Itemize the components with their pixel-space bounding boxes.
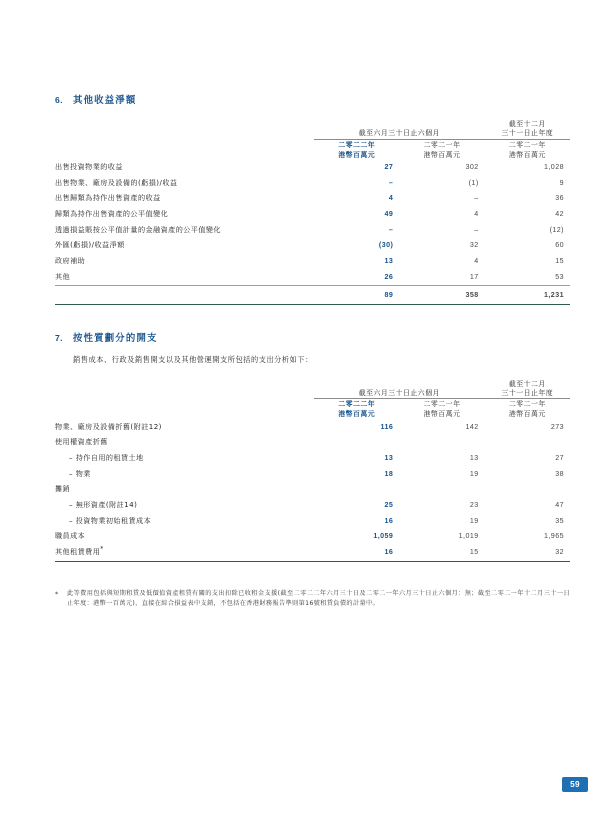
total-label — [55, 286, 314, 305]
row-value-2022-interim: 4 — [388, 194, 394, 203]
row-value-2022-interim: 27 — [384, 163, 394, 172]
row-value-2022-interim: – — [388, 225, 394, 234]
row-label: 出售投資物業的收益 — [55, 162, 123, 172]
row-label-with-footnote-marker — [55, 545, 314, 562]
row-label: – 持作自用的租賃土地 — [69, 453, 144, 463]
table-body — [55, 419, 570, 561]
header-column-row — [55, 399, 570, 420]
table-row — [55, 191, 570, 207]
header-span-full-year-line1: 截至十二月 — [508, 379, 546, 388]
footnote — [55, 589, 570, 609]
row-value-2021-annual: 60 — [555, 241, 564, 250]
row-value-2021-annual — [485, 435, 570, 451]
row-label: 其他 — [55, 269, 314, 286]
row-label: 攤銷 — [55, 484, 71, 494]
row-label: 外匯(虧損)/收益淨額 — [55, 240, 125, 250]
row-value-2021-interim: 23 — [469, 501, 479, 510]
header-col-year: 二零二一年 — [423, 140, 461, 149]
total-value-2022-interim: 89 — [314, 286, 399, 305]
page-number-badge: 59 — [562, 777, 588, 792]
row-label: – 投資物業初始租賃成本 — [69, 515, 152, 525]
header-col-2022-interim — [314, 139, 399, 160]
section-heading — [55, 92, 570, 106]
row-value-2021-annual — [485, 482, 570, 498]
row-value-2021-annual: 9 — [559, 178, 564, 187]
header-span-six-months: 截至六月三十日止六個月 — [314, 380, 485, 399]
header-span-row — [55, 380, 570, 399]
table-header — [55, 120, 570, 160]
section-number: 7. — [55, 333, 63, 343]
row-value-2021-interim: – — [474, 225, 479, 234]
row-value-2022-interim — [314, 435, 399, 451]
table-group-row — [55, 482, 570, 498]
header-col-year: 二零二一年 — [423, 400, 461, 409]
row-value-2022-interim: 16 — [384, 516, 394, 525]
row-value-2021-annual: 32 — [485, 545, 570, 562]
row-value-2022-interim: (30) — [378, 241, 394, 250]
table-row — [55, 545, 570, 562]
expenses-by-nature-table — [55, 380, 570, 562]
header-span-full-year-line2: 三十一日止年度 — [501, 129, 554, 138]
table-row — [55, 207, 570, 223]
total-value-2021-interim: 358 — [399, 286, 484, 305]
row-value-2021-interim: (1) — [468, 178, 479, 187]
header-span-six-months: 截至六月三十日止六個月 — [314, 120, 485, 139]
footnote-marker: * — [100, 545, 104, 553]
header-span-row — [55, 120, 570, 139]
other-net-income-table — [55, 120, 570, 305]
row-value-2021-interim: 4 — [474, 209, 479, 218]
header-column-row — [55, 139, 570, 160]
row-value-2021-annual: 1,028 — [543, 163, 564, 172]
row-value-2021-interim — [399, 435, 484, 451]
header-col-2021-interim — [399, 139, 484, 160]
row-value-2021-interim: – — [474, 194, 479, 203]
row-value-2021-annual: (12) — [549, 225, 564, 234]
header-col-unit: 港幣百萬元 — [338, 150, 376, 159]
row-value-2022-interim: 25 — [384, 501, 394, 510]
row-value-2021-annual: 35 — [555, 516, 564, 525]
table-row — [55, 513, 570, 529]
row-value-2022-interim: 18 — [384, 469, 394, 478]
header-col-2021-annual — [485, 399, 570, 420]
table-header — [55, 380, 570, 420]
row-value-2021-interim: 17 — [399, 269, 484, 286]
row-value-2022-interim: 13 — [384, 256, 394, 265]
section-expenses-by-nature — [55, 330, 570, 562]
table-total-row — [55, 286, 570, 305]
row-value-2021-annual: 42 — [555, 209, 564, 218]
row-value-2021-interim: 302 — [465, 163, 479, 172]
header-col-year: 二零二一年 — [508, 400, 546, 409]
section-title: 其他收益淨額 — [73, 95, 137, 106]
row-label: 出售歸類為持作出售資產的收益 — [55, 193, 161, 203]
section-number: 6. — [55, 95, 63, 105]
row-value-2021-annual: 36 — [555, 194, 564, 203]
row-value-2021-annual: 53 — [485, 269, 570, 286]
row-value-2021-annual: 47 — [555, 501, 564, 510]
row-value-2021-annual: 15 — [555, 256, 564, 265]
row-value-2022-interim: 16 — [314, 545, 399, 562]
row-value-2021-interim — [399, 482, 484, 498]
header-col-year: 二零二一年 — [508, 140, 546, 149]
total-value-2021-annual: 1,231 — [485, 286, 570, 305]
row-label: 歸類為持作出售資產的公平值變化 — [55, 208, 169, 218]
row-value-2022-interim: 26 — [314, 269, 399, 286]
header-col-2021-interim — [399, 399, 484, 420]
header-span-full-year — [485, 380, 570, 399]
section-other-net-income — [55, 92, 570, 305]
row-value-2021-interim: 32 — [469, 241, 479, 250]
footnote-text: 此等費用包括與短期租賃及低價值資產租賃有關的支出扣除已收租金支援(截至二零二二年六月三十日及二零二一年六月三十日止六個月：無；截至二零二一年十二月三十一日止年度：港幣一百萬元)，直接在綜合損益表中支銷，不包括在香港財務報告準則第16號租賃負債的計量中。 — [67, 590, 570, 608]
table-row — [55, 253, 570, 269]
table-row — [55, 175, 570, 191]
row-value-2021-annual: 273 — [550, 422, 564, 431]
row-value-2022-interim — [314, 482, 399, 498]
footnote-marker: * — [55, 590, 59, 598]
row-value-2021-interim: 15 — [399, 545, 484, 562]
row-value-2022-interim: 116 — [380, 422, 394, 431]
row-value-2021-interim: 19 — [469, 469, 479, 478]
row-value-2022-interim: 49 — [384, 209, 394, 218]
row-label: 職員成本 — [55, 531, 86, 541]
table-row — [55, 529, 570, 545]
table-row — [55, 498, 570, 514]
row-label: 使用權資產折舊 — [55, 437, 108, 447]
table-body — [55, 160, 570, 305]
header-col-year: 二零二二年 — [338, 400, 376, 409]
table-group-row — [55, 435, 570, 451]
header-col-unit: 港幣百萬元 — [508, 410, 546, 419]
header-span-full-year — [485, 120, 570, 139]
table-row — [55, 466, 570, 482]
table-row — [55, 419, 570, 435]
header-col-unit: 港幣百萬元 — [423, 410, 461, 419]
header-col-unit: 港幣百萬元 — [423, 150, 461, 159]
row-label: 物業、廠房及設備折舊(附註12) — [55, 421, 162, 431]
row-value-2021-annual: 38 — [555, 469, 564, 478]
header-col-year: 二零二二年 — [338, 140, 376, 149]
header-col-2021-annual — [485, 139, 570, 160]
table-row — [55, 222, 570, 238]
section-heading — [55, 330, 570, 344]
row-label: 政府補助 — [55, 255, 86, 265]
row-value-2021-interim: 4 — [474, 256, 479, 265]
header-col-2022-interim — [314, 399, 399, 420]
section-intro-text: 銷售成本、行政及銷售開支以及其他營運開支所包括的支出分析如下： — [73, 355, 313, 364]
header-span-full-year-line1: 截至十二月 — [508, 120, 546, 128]
row-label: – 無形資產(附註14) — [69, 500, 138, 510]
header-col-unit: 港幣百萬元 — [508, 150, 546, 159]
table-row — [55, 269, 570, 286]
row-value-2021-interim: 13 — [469, 454, 479, 463]
row-value-2021-annual: 27 — [555, 454, 564, 463]
row-label: 其他租賃費用 — [55, 546, 101, 556]
row-value-2021-interim: 1,019 — [458, 532, 479, 541]
table-row — [55, 451, 570, 467]
section-title: 按性質劃分的開支 — [73, 333, 158, 344]
header-col-unit: 港幣百萬元 — [338, 410, 376, 419]
row-label: 透過損益賬按公平值計量的金融資產的公平值變化 — [55, 224, 221, 234]
row-value-2021-annual: 1,965 — [543, 532, 564, 541]
row-value-2022-interim: 13 — [384, 454, 394, 463]
header-span-full-year-line2: 三十一日止年度 — [501, 389, 554, 398]
table-row — [55, 160, 570, 176]
row-value-2022-interim: 1,059 — [373, 532, 394, 541]
row-label: 出售物業、廠房及設備的(虧損)/收益 — [55, 177, 178, 187]
row-value-2021-interim: 19 — [469, 516, 479, 525]
row-value-2022-interim: – — [388, 178, 394, 187]
row-label: – 物業 — [69, 468, 91, 478]
table-row — [55, 238, 570, 254]
row-value-2021-interim: 142 — [465, 422, 479, 431]
